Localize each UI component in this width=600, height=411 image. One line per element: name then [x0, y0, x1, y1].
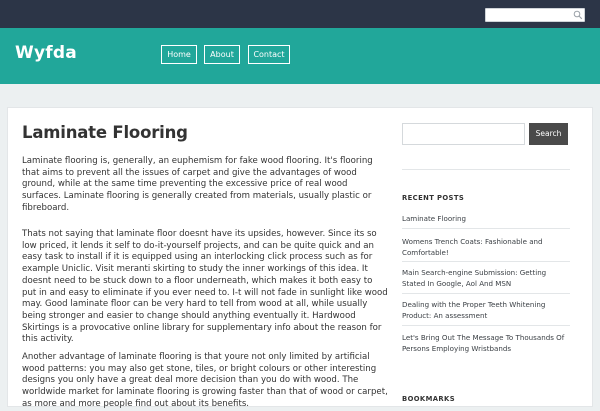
list-divider: [402, 293, 570, 294]
nav-home[interactable]: Home: [161, 45, 197, 64]
sidebar-divider: [402, 169, 570, 170]
site-header: [0, 28, 600, 84]
nav-about[interactable]: About: [204, 45, 240, 64]
recent-posts-heading: RECENT POSTS: [402, 194, 465, 202]
list-divider: [402, 261, 570, 262]
recent-post-link[interactable]: Main Search-engine Submission: Getting Stated In Google, Aol And MSN: [402, 268, 547, 288]
list-divider: [402, 325, 570, 326]
sidebar-search-input[interactable]: [402, 123, 525, 145]
post-title: Laminate Flooring: [22, 123, 188, 142]
recent-post-link[interactable]: Let's Bring Out The Message To Thousands Of Persons Employing Wristbands: [402, 333, 565, 353]
site-logo[interactable]: Wyfda: [15, 43, 77, 63]
post-paragraph-2: Thats not saying that laminate floor doesnt have its upsides, however. Since its so low priced, it lends it self to do-it-yourself projects, and can be quite quick and an easy task to install if it is equipped using an interlocking click process such as for example Uniclic. Visit meranti skirting to study the inner workings of this idea. It doesnt need to be stuck down to a floor underneath, which makes it both easy to put in and easy to eliminate if you ever need to. I-t will not fade in sunlight like wood may. Good laminate floor can be very hard to tell from wood at all, while usually being stronger and easier to change should anything eventually it. Hardwood Skirtings is a provocative online library for supplementary info about the reason for this activity.: [22, 229, 388, 345]
sidebar-search-button[interactable]: Search: [529, 123, 568, 145]
bookmarks-heading: BOOKMARKS: [402, 395, 456, 403]
recent-post-link[interactable]: Dealing with the Proper Teeth Whitening Product: An assessment: [402, 300, 546, 320]
post-paragraph-3: Another advantage of laminate flooring is that youre not only limited by artificial wood patterns: you may also get stone, tiles, or bright colours or other interesting designs you only have a great deal more decision than you do with wood. The worldwide market for laminate flooring is growing faster than that of wood or carpet, as more and more people find out about its benefits.: [22, 352, 388, 409]
nav-contact[interactable]: Contact: [248, 45, 290, 64]
recent-post-link[interactable]: Womens Trench Coats: Fashionable and Comfortable!: [402, 237, 543, 257]
top-search-input[interactable]: [485, 8, 585, 22]
list-divider: [402, 228, 570, 229]
search-icon[interactable]: [573, 10, 583, 20]
recent-post-link[interactable]: Laminate Flooring: [402, 214, 467, 223]
post-paragraph-1: Laminate flooring is, generally, an euphemism for fake wood flooring. It's flooring that aims to prevent all the issues of carpet and give the advantages of wood ground, while at the same time preventing the excessive price of real wood surfaces. Laminate flooring is generally created from materials, usually plastic or fibreboard.: [22, 156, 373, 213]
